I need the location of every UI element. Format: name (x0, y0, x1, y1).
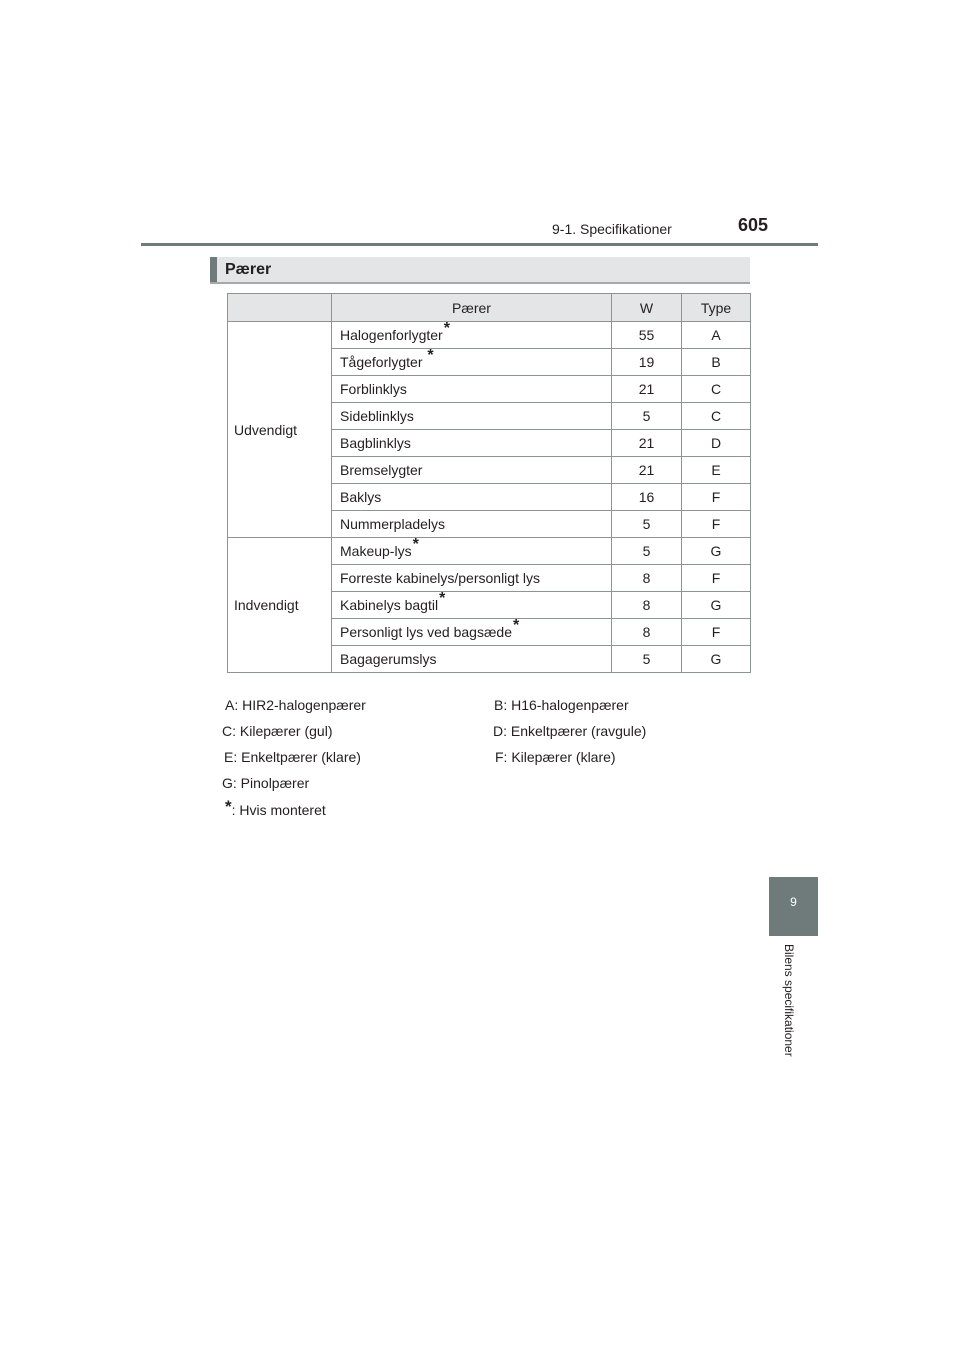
column-header-type: Type (682, 294, 751, 322)
bulb-name-cell (332, 511, 612, 538)
footnote-asterisk: * (427, 347, 434, 365)
bulb-name-cell (332, 403, 612, 430)
wattage-cell: 5 (612, 538, 682, 565)
bulb-table (227, 293, 751, 673)
footnote (225, 797, 326, 820)
column-header-group (228, 294, 332, 322)
bulb-name: Bagblinklys (340, 435, 411, 451)
wattage-cell: 19 (612, 349, 682, 376)
bulb-name-cell (332, 646, 612, 673)
type-cell: F (682, 484, 751, 511)
page-number: 605 (738, 215, 769, 235)
legend-item-g: G: Pinolpærer (222, 775, 310, 791)
bulb-name: Forreste kabinelys/personligt lys (340, 570, 540, 586)
bulb-name-cell (332, 619, 612, 646)
footnote-asterisk: * (513, 617, 520, 635)
chapter-label: Bilens specifikationer (782, 944, 796, 1057)
type-cell: A (682, 322, 751, 349)
group-label: Udvendigt (228, 322, 332, 538)
type-cell: D (682, 430, 751, 457)
chapter-tab (769, 877, 818, 936)
bulb-name: Makeup-lys (340, 543, 412, 559)
bulb-name-cell (332, 376, 612, 403)
bulb-name: Nummerpladelys (340, 516, 446, 532)
bulb-name: Bremselygter (340, 462, 423, 478)
bulb-name: Personligt lys ved bagsæde (340, 624, 512, 640)
wattage-cell: 5 (612, 646, 682, 673)
bulb-name-cell (332, 349, 612, 376)
bulb-name: Bagagerumslys (340, 651, 437, 667)
wattage-cell: 8 (612, 592, 682, 619)
bulb-name-cell (332, 538, 612, 565)
legend-item-b: B: H16-halogenpærer (494, 697, 629, 713)
table-header-row (228, 294, 751, 322)
section-heading: 9-1. Specifikationer (552, 221, 672, 237)
legend-item-c: C: Kilepærer (gul) (222, 723, 333, 739)
wattage-cell: 5 (612, 511, 682, 538)
type-cell: G (682, 646, 751, 673)
wattage-cell: 21 (612, 430, 682, 457)
bulb-name-cell (332, 322, 612, 349)
table-body (228, 322, 751, 673)
wattage-cell: 21 (612, 376, 682, 403)
chapter-number: 9 (790, 895, 797, 909)
bulb-name-cell (332, 592, 612, 619)
bulb-name: Forblinklys (340, 381, 407, 397)
legend-item-e: E: Enkeltpærer (klare) (224, 749, 361, 765)
wattage-cell: 8 (612, 619, 682, 646)
bulb-name: Baklys (340, 489, 382, 505)
wattage-cell: 8 (612, 565, 682, 592)
legend-item-f: F: Kilepærer (klare) (495, 749, 616, 765)
bulb-name-cell (332, 430, 612, 457)
wattage-cell: 5 (612, 403, 682, 430)
type-cell: F (682, 619, 751, 646)
footnote-asterisk: * (225, 797, 232, 816)
bulb-name-cell (332, 484, 612, 511)
bulb-name: Halogenforlygter (340, 327, 443, 343)
bulb-name: Tågeforlygter (340, 354, 427, 370)
type-cell: C (682, 376, 751, 403)
wattage-cell: 55 (612, 322, 682, 349)
table-row (228, 322, 751, 349)
type-cell: E (682, 457, 751, 484)
legend-item-d: D: Enkeltpærer (ravgule) (493, 723, 647, 739)
footnote-asterisk: * (439, 590, 446, 608)
bulb-name-cell (332, 457, 612, 484)
type-cell: F (682, 511, 751, 538)
legend-item-a: A: HIR2-halogenpærer (225, 697, 366, 713)
bulb-name: Sideblinklys (340, 408, 414, 424)
type-cell: B (682, 349, 751, 376)
footnote-text: : Hvis monteret (231, 802, 326, 818)
section-title: Pærer (225, 261, 272, 278)
footnote-asterisk: * (443, 320, 450, 338)
table-row (228, 538, 751, 565)
section-accent-marker (210, 257, 217, 282)
type-cell: F (682, 565, 751, 592)
type-cell: G (682, 538, 751, 565)
type-cell: G (682, 592, 751, 619)
group-label: Indvendigt (228, 538, 332, 673)
column-header-bulb: Pærer (332, 294, 612, 322)
section-title-bar (210, 257, 750, 284)
header-divider (141, 243, 818, 246)
column-header-watt: W (612, 294, 682, 322)
footnote-asterisk: * (412, 536, 419, 554)
wattage-cell: 16 (612, 484, 682, 511)
type-cell: C (682, 403, 751, 430)
wattage-cell: 21 (612, 457, 682, 484)
bulb-name-cell (332, 565, 612, 592)
bulb-name: Kabinelys bagtil (340, 597, 439, 613)
